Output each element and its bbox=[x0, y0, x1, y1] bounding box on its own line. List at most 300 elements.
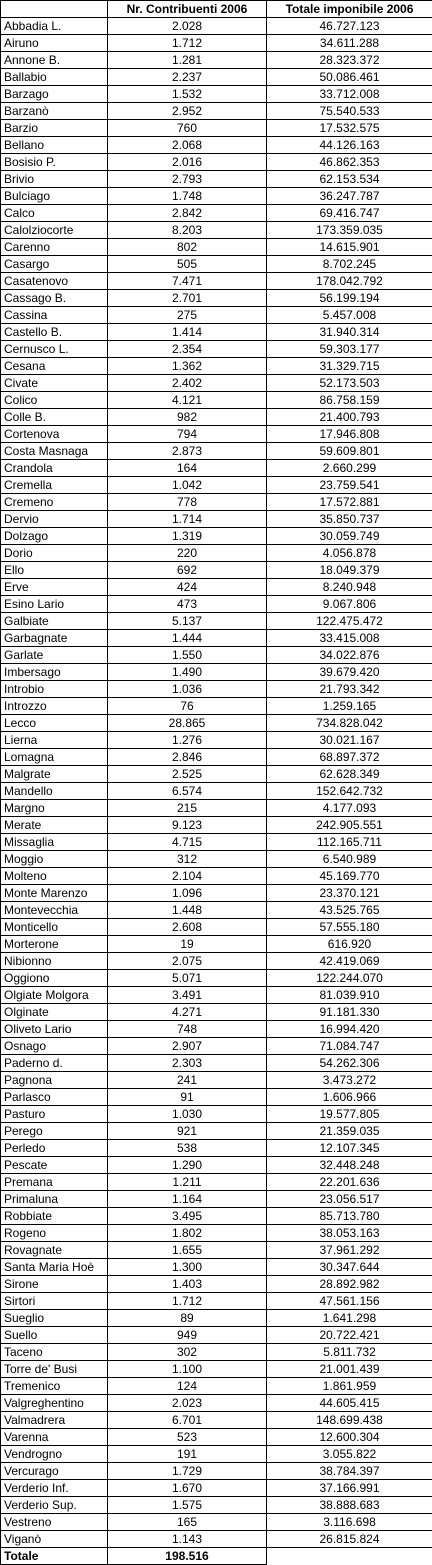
contribuenti-cell: 802 bbox=[108, 239, 267, 256]
table-row bbox=[1, 188, 432, 205]
table-row bbox=[1, 664, 432, 681]
table-row bbox=[1, 103, 432, 120]
imponibile-cell: 112.165.711 bbox=[267, 834, 432, 851]
total-row bbox=[1, 1548, 432, 1565]
comune-cell: Primaluna bbox=[1, 1191, 108, 1208]
imponibile-cell: 14.615.901 bbox=[267, 239, 432, 256]
contribuenti-cell: 3.495 bbox=[108, 1208, 267, 1225]
imponibile-cell: 46.862.353 bbox=[267, 154, 432, 171]
comune-cell: Morterone bbox=[1, 936, 108, 953]
table-row bbox=[1, 596, 432, 613]
contribuenti-cell: 275 bbox=[108, 307, 267, 324]
comune-cell: Esino Lario bbox=[1, 596, 108, 613]
imponibile-cell: 148.699.438 bbox=[267, 1412, 432, 1429]
table-row bbox=[1, 1038, 432, 1055]
table-row bbox=[1, 409, 432, 426]
contribuenti-cell: 312 bbox=[108, 851, 267, 868]
imponibile-cell: 173.359.035 bbox=[267, 222, 432, 239]
total-label: Totale bbox=[1, 1548, 108, 1565]
contribuenti-cell: 2.873 bbox=[108, 443, 267, 460]
table-row bbox=[1, 1072, 432, 1089]
imponibile-cell: 21.359.035 bbox=[267, 1123, 432, 1140]
table-row bbox=[1, 477, 432, 494]
table-row bbox=[1, 902, 432, 919]
comune-cell: Bosisio P. bbox=[1, 154, 108, 171]
comune-cell: Dorio bbox=[1, 545, 108, 562]
table-row bbox=[1, 715, 432, 732]
table-row bbox=[1, 681, 432, 698]
table-row bbox=[1, 732, 432, 749]
table-row bbox=[1, 1225, 432, 1242]
comune-cell: Colico bbox=[1, 392, 108, 409]
comune-cell: Suello bbox=[1, 1327, 108, 1344]
imponibile-cell: 23.370.121 bbox=[267, 885, 432, 902]
contribuenti-cell: 1.276 bbox=[108, 732, 267, 749]
contribuenti-cell: 6.701 bbox=[108, 1412, 267, 1429]
imponibile-cell: 81.039.910 bbox=[267, 987, 432, 1004]
table-row bbox=[1, 154, 432, 171]
comune-cell: Osnago bbox=[1, 1038, 108, 1055]
comune-cell: Barzio bbox=[1, 120, 108, 137]
imponibile-cell: 45.169.770 bbox=[267, 868, 432, 885]
table-row bbox=[1, 52, 432, 69]
contribuenti-cell: 538 bbox=[108, 1140, 267, 1157]
contribuenti-cell: 191 bbox=[108, 1446, 267, 1463]
table-row bbox=[1, 1191, 432, 1208]
imponibile-cell: 52.173.503 bbox=[267, 375, 432, 392]
imponibile-cell: 12.600.304 bbox=[267, 1429, 432, 1446]
imponibile-cell: 1.606.966 bbox=[267, 1089, 432, 1106]
table-row bbox=[1, 1123, 432, 1140]
table-row bbox=[1, 324, 432, 341]
comune-cell: Cremella bbox=[1, 477, 108, 494]
comune-cell: Garlate bbox=[1, 647, 108, 664]
imponibile-cell: 69.416.747 bbox=[267, 205, 432, 222]
contribuenti-cell: 424 bbox=[108, 579, 267, 596]
imponibile-cell: 71.084.747 bbox=[267, 1038, 432, 1055]
table-row bbox=[1, 630, 432, 647]
imponibile-cell: 30.347.644 bbox=[267, 1259, 432, 1276]
comune-cell: Barzanò bbox=[1, 103, 108, 120]
comune-cell: Verderio Sup. bbox=[1, 1497, 108, 1514]
imponibile-cell: 9.067.806 bbox=[267, 596, 432, 613]
contribuenti-cell: 5.137 bbox=[108, 613, 267, 630]
contribuenti-cell: 1.714 bbox=[108, 511, 267, 528]
contribuenti-cell: 6.574 bbox=[108, 783, 267, 800]
comune-cell: Cassina bbox=[1, 307, 108, 324]
imponibile-cell: 36.247.787 bbox=[267, 188, 432, 205]
comune-cell: Castello B. bbox=[1, 324, 108, 341]
imponibile-cell: 59.303.177 bbox=[267, 341, 432, 358]
table-row bbox=[1, 341, 432, 358]
total-contribuenti: 198.516 bbox=[108, 1548, 267, 1565]
imponibile-cell: 56.199.194 bbox=[267, 290, 432, 307]
table-row bbox=[1, 273, 432, 290]
comune-cell: Pagnona bbox=[1, 1072, 108, 1089]
comune-cell: Parlasco bbox=[1, 1089, 108, 1106]
imponibile-cell: 1.861.959 bbox=[267, 1378, 432, 1395]
imponibile-cell: 5.457.008 bbox=[267, 307, 432, 324]
comune-cell: Lecco bbox=[1, 715, 108, 732]
comune-cell: Barzago bbox=[1, 86, 108, 103]
contribuenti-cell: 165 bbox=[108, 1514, 267, 1531]
imponibile-cell: 31.329.715 bbox=[267, 358, 432, 375]
table-row bbox=[1, 239, 432, 256]
comune-cell: Cernusco L. bbox=[1, 341, 108, 358]
comune-cell: Pasturo bbox=[1, 1106, 108, 1123]
contribuenti-cell: 215 bbox=[108, 800, 267, 817]
imponibile-cell: 2.660.299 bbox=[267, 460, 432, 477]
comune-cell: Lierna bbox=[1, 732, 108, 749]
comune-cell: Cremeno bbox=[1, 494, 108, 511]
table-row bbox=[1, 1089, 432, 1106]
contribuenti-cell: 89 bbox=[108, 1310, 267, 1327]
contribuenti-cell: 2.402 bbox=[108, 375, 267, 392]
contribuenti-cell: 2.354 bbox=[108, 341, 267, 358]
table-row bbox=[1, 1531, 432, 1548]
contribuenti-cell: 3.491 bbox=[108, 987, 267, 1004]
imponibile-cell: 37.961.292 bbox=[267, 1242, 432, 1259]
imponibile-cell: 17.532.575 bbox=[267, 120, 432, 137]
comune-cell: Oggiono bbox=[1, 970, 108, 987]
table-row bbox=[1, 834, 432, 851]
comune-cell: Tremenico bbox=[1, 1378, 108, 1395]
imponibile-cell: 86.758.159 bbox=[267, 392, 432, 409]
contribuenti-cell: 2.842 bbox=[108, 205, 267, 222]
contribuenti-cell: 982 bbox=[108, 409, 267, 426]
comune-cell: Santa Maria Hoè bbox=[1, 1259, 108, 1276]
contribuenti-cell: 302 bbox=[108, 1344, 267, 1361]
imponibile-cell: 122.475.472 bbox=[267, 613, 432, 630]
comune-cell: Bulciago bbox=[1, 188, 108, 205]
contribuenti-cell: 1.414 bbox=[108, 324, 267, 341]
comune-cell: Taceno bbox=[1, 1344, 108, 1361]
table-row bbox=[1, 1412, 432, 1429]
table-row bbox=[1, 460, 432, 477]
imponibile-cell: 16.994.420 bbox=[267, 1021, 432, 1038]
contribuenti-cell: 1.670 bbox=[108, 1480, 267, 1497]
imponibile-cell: 44.605.415 bbox=[267, 1395, 432, 1412]
contribuenti-cell: 778 bbox=[108, 494, 267, 511]
contribuenti-cell: 1.655 bbox=[108, 1242, 267, 1259]
imponibile-cell: 26.815.824 bbox=[267, 1531, 432, 1548]
table-row bbox=[1, 1463, 432, 1480]
imponibile-cell: 178.042.792 bbox=[267, 273, 432, 290]
table-row bbox=[1, 290, 432, 307]
imponibile-cell: 21.793.342 bbox=[267, 681, 432, 698]
table-row bbox=[1, 1429, 432, 1446]
contribuenti-cell: 1.550 bbox=[108, 647, 267, 664]
comune-cell: Introbio bbox=[1, 681, 108, 698]
contribuenti-cell: 1.403 bbox=[108, 1276, 267, 1293]
comune-cell: Erve bbox=[1, 579, 108, 596]
imponibile-cell: 122.244.070 bbox=[267, 970, 432, 987]
imponibile-cell: 8.702.245 bbox=[267, 256, 432, 273]
imponibile-cell: 68.897.372 bbox=[267, 749, 432, 766]
contribuenti-cell: 241 bbox=[108, 1072, 267, 1089]
contribuenti-cell: 4.121 bbox=[108, 392, 267, 409]
contribuenti-cell: 4.271 bbox=[108, 1004, 267, 1021]
comune-cell: Casargo bbox=[1, 256, 108, 273]
table-row bbox=[1, 953, 432, 970]
comune-cell: Colle B. bbox=[1, 409, 108, 426]
contribuenti-cell: 1.729 bbox=[108, 1463, 267, 1480]
table-row bbox=[1, 18, 432, 35]
table-row bbox=[1, 1157, 432, 1174]
comune-cell: Annone B. bbox=[1, 52, 108, 69]
contribuenti-cell: 164 bbox=[108, 460, 267, 477]
imponibile-cell: 4.177.093 bbox=[267, 800, 432, 817]
contribuenti-cell: 473 bbox=[108, 596, 267, 613]
contribuenti-cell: 2.525 bbox=[108, 766, 267, 783]
imponibile-cell: 31.940.314 bbox=[267, 324, 432, 341]
table-row bbox=[1, 35, 432, 52]
header-row bbox=[1, 1, 432, 18]
imponibile-cell: 39.679.420 bbox=[267, 664, 432, 681]
table-row bbox=[1, 1293, 432, 1310]
contribuenti-cell: 91 bbox=[108, 1089, 267, 1106]
table-row bbox=[1, 86, 432, 103]
contribuenti-cell: 1.036 bbox=[108, 681, 267, 698]
comune-cell: Rogeno bbox=[1, 1225, 108, 1242]
contribuenti-cell: 220 bbox=[108, 545, 267, 562]
contribuenti-cell: 1.290 bbox=[108, 1157, 267, 1174]
table-row bbox=[1, 307, 432, 324]
table-row bbox=[1, 375, 432, 392]
table-row bbox=[1, 1276, 432, 1293]
comune-cell: Monticello bbox=[1, 919, 108, 936]
comune-cell: Varenna bbox=[1, 1429, 108, 1446]
imponibile-cell: 37.166.991 bbox=[267, 1480, 432, 1497]
table-row bbox=[1, 443, 432, 460]
table-row bbox=[1, 1140, 432, 1157]
comune-cell: Carenno bbox=[1, 239, 108, 256]
comune-cell: Calolziocorte bbox=[1, 222, 108, 239]
contribuenti-cell: 2.023 bbox=[108, 1395, 267, 1412]
comune-cell: Calco bbox=[1, 205, 108, 222]
contribuenti-cell: 1.575 bbox=[108, 1497, 267, 1514]
contribuenti-cell: 28.865 bbox=[108, 715, 267, 732]
imponibile-cell: 1.259.165 bbox=[267, 698, 432, 715]
table-row bbox=[1, 613, 432, 630]
table-row bbox=[1, 919, 432, 936]
table-row bbox=[1, 545, 432, 562]
imponibile-cell: 17.946.808 bbox=[267, 426, 432, 443]
contribuenti-cell: 1.211 bbox=[108, 1174, 267, 1191]
imponibile-cell: 616.920 bbox=[267, 936, 432, 953]
contribuenti-cell: 19 bbox=[108, 936, 267, 953]
comune-cell: Olginate bbox=[1, 1004, 108, 1021]
comune-cell: Mandello bbox=[1, 783, 108, 800]
table-row bbox=[1, 1055, 432, 1072]
table-row bbox=[1, 1242, 432, 1259]
contribuenti-cell: 1.164 bbox=[108, 1191, 267, 1208]
comune-cell: Imbersago bbox=[1, 664, 108, 681]
contribuenti-cell: 1.490 bbox=[108, 664, 267, 681]
comune-cell: Ello bbox=[1, 562, 108, 579]
table-row bbox=[1, 426, 432, 443]
contribuenti-cell: 2.028 bbox=[108, 18, 267, 35]
imponibile-cell: 38.053.163 bbox=[267, 1225, 432, 1242]
imponibile-cell: 3.055.822 bbox=[267, 1446, 432, 1463]
contribuenti-cell: 1.362 bbox=[108, 358, 267, 375]
contribuenti-cell: 2.846 bbox=[108, 749, 267, 766]
contribuenti-cell: 505 bbox=[108, 256, 267, 273]
contribuenti-cell: 1.448 bbox=[108, 902, 267, 919]
table-row bbox=[1, 817, 432, 834]
contribuenti-cell: 5.071 bbox=[108, 970, 267, 987]
imponibile-cell: 734.828.042 bbox=[267, 715, 432, 732]
imponibile-cell: 38.888.683 bbox=[267, 1497, 432, 1514]
table-row bbox=[1, 885, 432, 902]
contribuenti-cell: 2.016 bbox=[108, 154, 267, 171]
table-body bbox=[1, 18, 432, 1548]
contribuenti-cell: 1.096 bbox=[108, 885, 267, 902]
comune-cell: Verderio Inf. bbox=[1, 1480, 108, 1497]
contribuenti-cell: 949 bbox=[108, 1327, 267, 1344]
comune-cell: Abbadia L. bbox=[1, 18, 108, 35]
table-row bbox=[1, 392, 432, 409]
contribuenti-cell: 76 bbox=[108, 698, 267, 715]
imponibile-cell: 30.021.167 bbox=[267, 732, 432, 749]
imponibile-cell: 44.126.163 bbox=[267, 137, 432, 154]
imponibile-cell: 46.727.123 bbox=[267, 18, 432, 35]
table-row bbox=[1, 562, 432, 579]
comune-cell: Robbiate bbox=[1, 1208, 108, 1225]
contribuenti-cell: 4.715 bbox=[108, 834, 267, 851]
imponibile-cell: 21.400.793 bbox=[267, 409, 432, 426]
table-row bbox=[1, 1106, 432, 1123]
contribuenti-cell: 2.608 bbox=[108, 919, 267, 936]
table-row bbox=[1, 766, 432, 783]
contribuenti-cell: 748 bbox=[108, 1021, 267, 1038]
comune-cell: Garbagnate bbox=[1, 630, 108, 647]
comune-cell: Civate bbox=[1, 375, 108, 392]
table-row bbox=[1, 137, 432, 154]
imponibile-cell: 23.056.517 bbox=[267, 1191, 432, 1208]
table-row bbox=[1, 1310, 432, 1327]
contribuenti-cell: 794 bbox=[108, 426, 267, 443]
imponibile-cell: 43.525.765 bbox=[267, 902, 432, 919]
table-row bbox=[1, 1480, 432, 1497]
imponibile-cell: 242.905.551 bbox=[267, 817, 432, 834]
imponibile-cell: 75.540.533 bbox=[267, 103, 432, 120]
contribuenti-cell: 124 bbox=[108, 1378, 267, 1395]
imponibile-cell: 59.609.801 bbox=[267, 443, 432, 460]
contribuenti-cell: 692 bbox=[108, 562, 267, 579]
table-row bbox=[1, 171, 432, 188]
contribuenti-cell: 1.319 bbox=[108, 528, 267, 545]
table-row bbox=[1, 1378, 432, 1395]
imponibile-cell: 91.181.330 bbox=[267, 1004, 432, 1021]
contribuenti-cell: 2.104 bbox=[108, 868, 267, 885]
comune-cell: Torre de' Busi bbox=[1, 1361, 108, 1378]
imponibile-cell: 42.419.069 bbox=[267, 953, 432, 970]
table-row bbox=[1, 800, 432, 817]
table-row bbox=[1, 698, 432, 715]
contribuenti-cell: 7.471 bbox=[108, 273, 267, 290]
comune-cell: Bellano bbox=[1, 137, 108, 154]
table-row bbox=[1, 205, 432, 222]
table-row bbox=[1, 783, 432, 800]
imponibile-cell: 18.049.379 bbox=[267, 562, 432, 579]
comune-cell: Dolzago bbox=[1, 528, 108, 545]
table-row bbox=[1, 647, 432, 664]
contribuenti-cell: 1.281 bbox=[108, 52, 267, 69]
comune-cell: Molteno bbox=[1, 868, 108, 885]
table-row bbox=[1, 936, 432, 953]
contribuenti-cell: 2.303 bbox=[108, 1055, 267, 1072]
table-row bbox=[1, 1259, 432, 1276]
imponibile-cell: 6.540.989 bbox=[267, 851, 432, 868]
contribuenti-cell: 1.030 bbox=[108, 1106, 267, 1123]
comune-cell: Vestreno bbox=[1, 1514, 108, 1531]
table-row bbox=[1, 1395, 432, 1412]
comune-cell: Sirone bbox=[1, 1276, 108, 1293]
imponibile-cell: 12.107.345 bbox=[267, 1140, 432, 1157]
imponibile-cell: 28.892.982 bbox=[267, 1276, 432, 1293]
imponibile-cell: 50.086.461 bbox=[267, 69, 432, 86]
imponibile-cell: 32.448.248 bbox=[267, 1157, 432, 1174]
comune-cell: Crandola bbox=[1, 460, 108, 477]
table-row bbox=[1, 970, 432, 987]
imponibile-cell: 35.850.737 bbox=[267, 511, 432, 528]
contribuenti-cell: 8.203 bbox=[108, 222, 267, 239]
comune-cell: Moggio bbox=[1, 851, 108, 868]
comune-cell: Malgrate bbox=[1, 766, 108, 783]
comune-cell: Lomagna bbox=[1, 749, 108, 766]
comune-cell: Valmadrera bbox=[1, 1412, 108, 1429]
contribuenti-cell: 760 bbox=[108, 120, 267, 137]
table-row bbox=[1, 1514, 432, 1531]
comune-cell: Ballabio bbox=[1, 69, 108, 86]
comune-cell: Monte Marenzo bbox=[1, 885, 108, 902]
table-row bbox=[1, 120, 432, 137]
imponibile-cell: 34.022.876 bbox=[267, 647, 432, 664]
table-row bbox=[1, 528, 432, 545]
contribuenti-cell: 1.712 bbox=[108, 1293, 267, 1310]
imponibile-cell: 19.577.805 bbox=[267, 1106, 432, 1123]
comune-cell: Dervio bbox=[1, 511, 108, 528]
table-row bbox=[1, 1497, 432, 1514]
table-row bbox=[1, 851, 432, 868]
contribuenti-cell: 523 bbox=[108, 1429, 267, 1446]
imponibile-cell: 54.262.306 bbox=[267, 1055, 432, 1072]
contribuenti-cell: 1.444 bbox=[108, 630, 267, 647]
comune-cell: Perledo bbox=[1, 1140, 108, 1157]
imponibile-cell: 33.415.008 bbox=[267, 630, 432, 647]
comune-cell: Cesana bbox=[1, 358, 108, 375]
comune-cell: Vendrogno bbox=[1, 1446, 108, 1463]
table-row bbox=[1, 1174, 432, 1191]
imponibile-cell: 4.056.878 bbox=[267, 545, 432, 562]
comune-cell: Oliveto Lario bbox=[1, 1021, 108, 1038]
imponibile-cell: 33.712.008 bbox=[267, 86, 432, 103]
comune-cell: Paderno d. bbox=[1, 1055, 108, 1072]
imponibile-cell: 85.713.780 bbox=[267, 1208, 432, 1225]
table-row bbox=[1, 222, 432, 239]
imponibile-cell: 30.059.749 bbox=[267, 528, 432, 545]
imponibile-cell: 62.153.534 bbox=[267, 171, 432, 188]
contribuenti-cell: 1.712 bbox=[108, 35, 267, 52]
comune-cell: Perego bbox=[1, 1123, 108, 1140]
contribuenti-cell: 1.143 bbox=[108, 1531, 267, 1548]
comune-cell: Cassago B. bbox=[1, 290, 108, 307]
table-row bbox=[1, 1361, 432, 1378]
imponibile-cell: 28.323.372 bbox=[267, 52, 432, 69]
comune-cell: Rovagnate bbox=[1, 1242, 108, 1259]
comune-cell: Costa Masnaga bbox=[1, 443, 108, 460]
